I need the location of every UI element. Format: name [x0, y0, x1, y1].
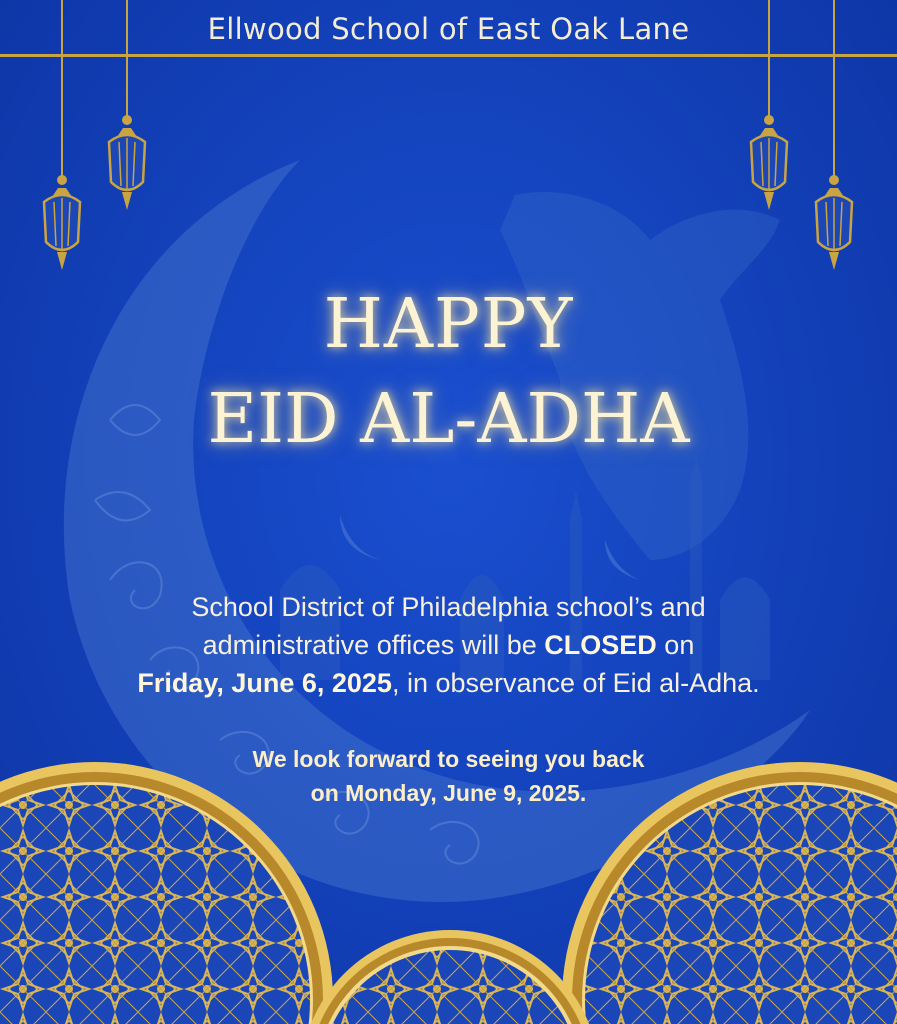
- return-line-1: We look forward to seeing you back: [252, 746, 645, 772]
- school-name: Ellwood School of East Oak Lane: [207, 12, 690, 46]
- notice-line-2-text: administrative offices will be: [202, 630, 545, 660]
- top-divider: [0, 54, 897, 57]
- closure-notice: [0, 588, 897, 702]
- title-line-happy: HAPPY: [323, 285, 574, 364]
- lantern-icon: [109, 115, 145, 210]
- notice-line-1: School District of Philadelphia school’s and: [191, 592, 706, 622]
- lantern-icon: [751, 115, 787, 210]
- notice-line-3: [0, 664, 897, 702]
- notice-line-2: [0, 626, 897, 664]
- ornament-center: [300, 930, 600, 1024]
- return-message: [0, 742, 897, 810]
- closure-date: Friday, June 6, 2025: [137, 668, 392, 698]
- notice-line-3-suffix: , in observance of Eid al-Adha.: [391, 668, 760, 698]
- notice-line-2-suffix: on: [656, 630, 695, 660]
- lantern-icon: [44, 175, 80, 270]
- return-line-2: on Monday, June 9, 2025.: [310, 780, 587, 806]
- lantern-icon: [816, 175, 852, 270]
- closed-emphasis: CLOSED: [544, 630, 657, 660]
- title-line-eid: EID AL-ADHA: [207, 380, 690, 459]
- goat-silhouette: [500, 192, 780, 560]
